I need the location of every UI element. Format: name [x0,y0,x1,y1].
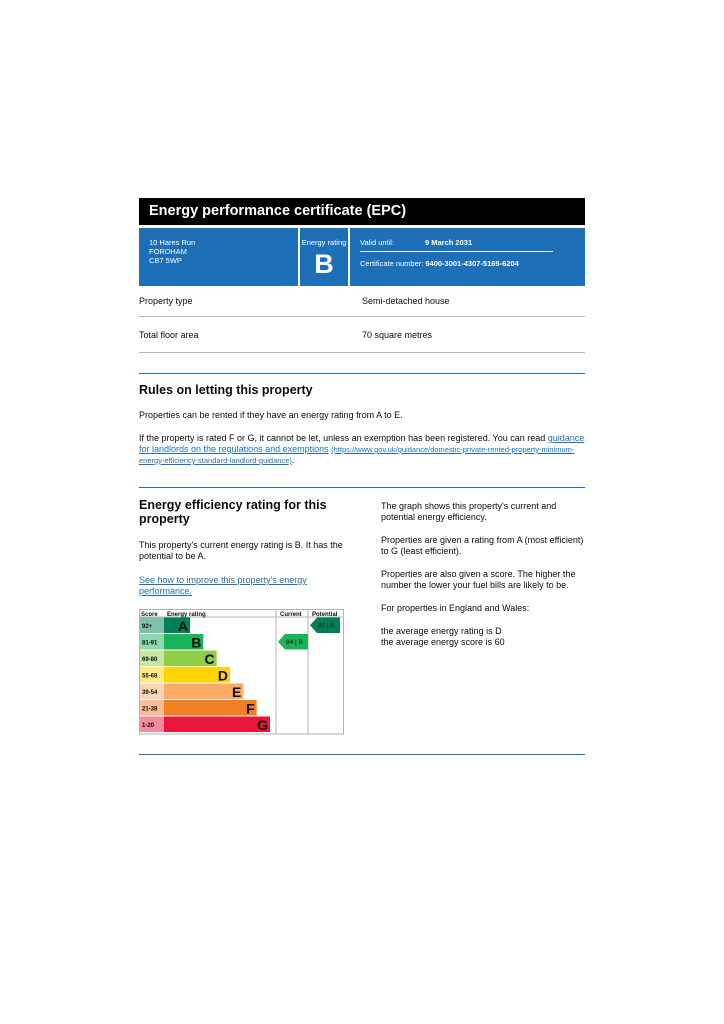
band-letter-E: E [231,683,242,700]
certificate-header [139,228,585,286]
band-score-E: 39-54 [142,689,158,696]
improve-paragraph [139,575,344,597]
certificate-number-row [360,259,585,268]
section-divider [139,754,585,755]
efficiency-section [139,498,585,735]
band-letter-B: B [191,634,202,651]
chart-header-1: Energy rating [167,612,206,618]
efficiency-heading: Energy efficiency rating for this property [139,498,327,526]
property-address [139,228,298,286]
floor-area-label: Total floor area [139,329,199,340]
letting-para-2-text: If the property is rated F or G, it cannot be let, unless an exemption has been registered. You can read [139,433,548,443]
valid-until-value: 9 March 2031 [425,238,473,247]
band-score-D: 55-68 [142,673,158,680]
section-divider [139,373,585,374]
chart-header-3: Potential [312,612,338,618]
address-line-3: CB7 5WP [149,256,182,265]
potential-rating-label: 97 | A [318,622,335,630]
band-score-C: 69-80 [142,656,158,663]
certificate-number-value: 9400-3001-4307-5169-6204 [425,259,519,268]
property-type-value: Semi-detached house [362,296,450,306]
band-score-F: 21-38 [142,706,158,713]
band-letter-A: A [177,617,188,634]
epc-document [139,198,585,755]
certificate-info [350,228,585,286]
letting-para-2 [139,433,585,466]
letting-para-1: Properties can be rented if they have an energy rating from A to E. [139,410,403,420]
efficiency-left [139,498,344,735]
efficiency-right-p4: For properties in England and Wales: [381,603,530,613]
chart-header-2: Current [280,612,302,618]
band-score-G: 1-20 [142,722,155,729]
efficiency-right-p5a: the average energy rating is D [381,626,502,636]
band-bar-G [164,717,270,733]
energy-rating-value: B [314,249,334,279]
chart-header-0: Score [141,612,158,618]
floor-area-value: 70 square metres [362,329,433,340]
page-title: Energy performance certificate (EPC) [139,198,585,225]
valid-until-label: Valid until: [360,238,395,247]
efficiency-right-p1: The graph shows this property's current and potential energy efficiency. [381,501,557,522]
efficiency-right [381,498,585,735]
current-rating-label: 84 | B [286,639,303,647]
band-bar-F [164,700,257,716]
efficiency-right-p2: Properties are given a rating from A (most efficient) to G (least efficient). [381,535,584,556]
band-score-B: 81-91 [142,640,158,647]
energy-rating-chart [139,609,344,735]
address-line-2: FORDHAM [149,247,187,256]
band-letter-G: G [257,716,268,733]
floor-area-row [139,317,585,353]
band-letter-C: C [204,650,215,667]
band-score-A: 92+ [142,623,153,630]
energy-rating-label: Energy rating [301,238,347,247]
property-type-row [139,286,585,317]
letting-heading: Rules on letting this property [139,383,313,397]
address-line-1: 10 Hares Run [149,238,196,247]
landlord-guidance-url[interactable]: (https://www.gov.uk/guidance/domestic-private-rented-property-minimum-energy-efficiency-standard-landlord-guidance) [139,445,575,465]
efficiency-right-p5b: the average energy score is 60 [381,637,505,647]
landlord-guidance-link[interactable]: guidance for landlords on the regulations and exemptions [139,433,585,454]
certificate-number-label: Certificate number: [360,259,424,268]
valid-until-row [360,238,585,247]
letting-para-2-end: . [291,455,295,465]
efficiency-right-p3: Properties are also given a score. The higher the number the lower your fuel bills are likely to be. [381,569,576,590]
cert-divider [360,251,553,252]
improve-link[interactable]: See how to improve this property's energy performance. [139,575,307,596]
energy-rating-box [300,228,348,286]
section-divider [139,487,585,488]
property-type-label: Property type [139,296,193,306]
band-letter-F: F [246,700,255,717]
band-letter-D: D [217,667,228,684]
efficiency-current-text: This property's current energy rating is B. It has the potential to be A. [139,540,343,561]
